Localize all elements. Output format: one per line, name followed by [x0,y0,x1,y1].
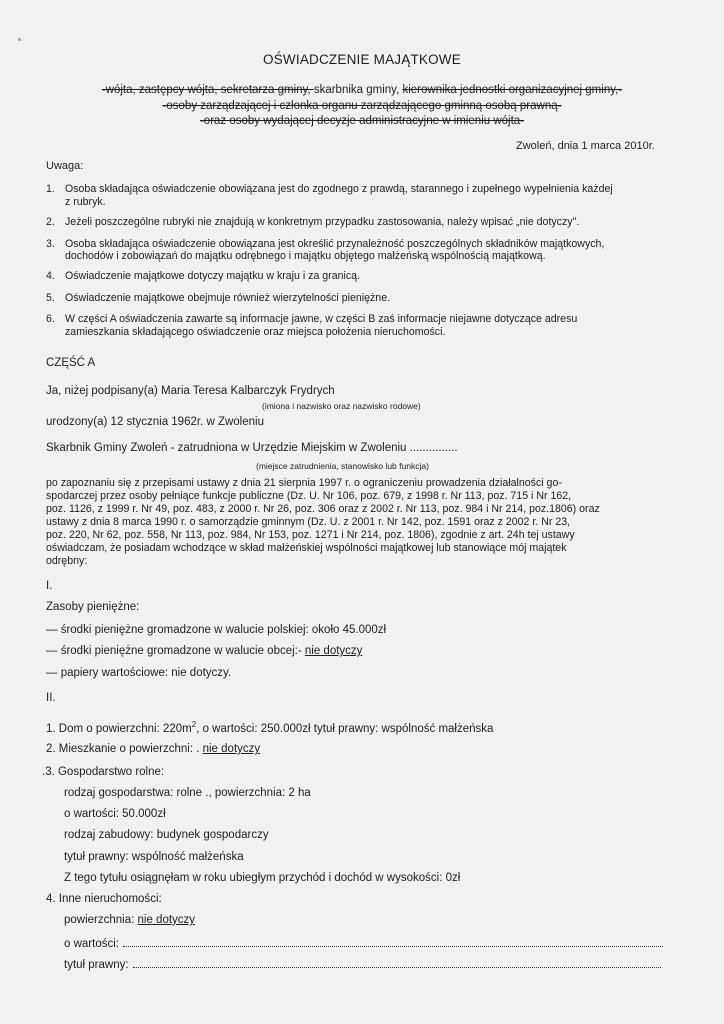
cash-pln-line: — środki pieniężne gromadzone w walucie polskiej: około 45.000zł [46,624,387,636]
house-line [46,720,493,735]
other-area-label: powierzchnia: [64,914,138,926]
declarant-name-caption: (imiona i nazwisko oraz nazwisko rodowe) [262,401,421,411]
declarant-birth-line: urodzony(a) 12 stycznia 1962r. w Zwoleniu [46,416,264,428]
farm-income-line: Z tego tytułu osiągnęłam w roku ubiegłym przychód i dochód w wysokości: 0zł [64,872,461,884]
note-text: Oświadczenie majątkowe dotyczy majątku w kraju i za granicą. [65,270,360,282]
other-title-line [64,957,661,971]
note-text: Jeżeli poszczególne rubryki nie znajdują w konkretnym przypadku zastosowania, należy wpisać „nie dotyczy". [65,216,580,228]
farm-value-line: o wartości: 50.000zł [64,808,166,820]
other-value-line [64,936,663,950]
note-text: Oświadczenie majątkowe obejmuje również wierzytelności pieniężne. [65,292,391,304]
note-number: 6. [46,313,55,325]
subtitle-struck-text: kierownika jednostki organizacyjnej gminy,- [402,84,623,96]
farm-buildings-line: rodzaj zabudowy: budynek gospodarczy [64,829,269,841]
legal-text-line: ustawy z dnia 8 marca 1990 r. o samorządzie gminnym (Dz. U. z 2001 r. Nr 142, poz. 1591 oraz z 2002 r. Nr 23, [46,516,571,528]
cash-foreign-label: — środki pieniężne gromadzone w walucie obcej:- [46,645,305,657]
place-and-date: Zwoleń, dnia 1 marca 2010r. [516,140,655,152]
legal-text-line: poz. 1126, z 1999 r. Nr 49, poz. 483, z 2000 r. Nr 26, poz. 306 oraz z 2002 r. Nr 113, poz. 984 i Nr 214, poz.1806) oraz [46,503,600,515]
legal-text-line: spodarczej przez osoby pełniące funkcje publiczne (Dz. U. Nr 106, poz. 679, z 1998 r. Nr 113, poz. 715 i Nr 162, [46,490,572,502]
legal-text-line: odrębny: [46,555,88,567]
note-text: W części A oświadczenia zawarte są informacje jawne, w części B zaś informacje niejawne dotyczące adresu [65,313,578,325]
house-unit-superscript: 2 [191,720,197,729]
note-number: 1. [46,183,55,195]
section-two-number: II. [46,692,56,704]
legal-text-line: poz. 220, Nr 62, poz. 558, Nr 113, poz. 984, Nr 153, poz. 1271 i Nr 214, poz. 1806), zgodnie z art. 24h tej ustawy [46,529,575,541]
note-number: 4. [46,270,55,282]
farm-heading: .3. Gospodarstwo rolne: [42,766,165,778]
subtitle-line-3: -oraz osoby wydającej decyzje administracyjne w imieniu wójta- [199,115,525,127]
securities-line: — papiery wartościowe: nie dotyczy. [46,667,232,679]
part-a-heading: CZĘŚĆ A [46,357,96,369]
subtitle-struck-text: -wójta, zastępcy wójta, sekretarza gminy, [101,84,314,96]
legal-text-line: po zapoznaniu się z przepisami ustawy z dnia 21 sierpnia 1997 r. o ograniczeniu prowadzenia działalności go- [46,477,562,489]
scan-speck [18,38,21,41]
flat-value: nie dotyczy [202,743,261,755]
legal-text-line: oświadczam, że posiadam wchodzące w skład małżeńskiej wspólności majątkowej lub stanowiące mój majątek [46,542,567,554]
section-one-number: I. [46,580,53,592]
notes-heading: Uwaga: [46,160,84,172]
house-details: , o wartości: 250.000zł tytuł prawny: wspólność małżeńska [196,722,494,735]
note-number: 5. [46,292,55,304]
cash-heading: Zasoby pieniężne: [46,601,140,613]
other-value-label: o wartości: [64,938,119,950]
dotted-fill-line [123,936,663,947]
subtitle-line-1 [0,84,724,96]
other-area-line [64,914,195,926]
note-text: Osoba składająca oświadczenie obowiązana jest określić przynależność poszczególnych składników majątkowych, [65,238,605,250]
note-text: zamieszkania składającego oświadczenie oraz miejsca położenia nieruchomości. [65,326,446,338]
cash-foreign-line [46,645,362,657]
subtitle-line-2: -osoby zarządzającej i członka organu zarządzającego gminną osobą prawną- [162,100,562,112]
note-number: 2. [46,216,55,228]
other-property-heading: 4. Inne nieruchomości: [46,893,162,905]
note-text: z rubryk. [65,196,106,208]
farm-type-line: rodzaj gospodarstwa: rolne ., powierzchnia: 2 ha [64,787,311,799]
document-title: OŚWIADCZENIE MAJĄTKOWE [263,52,461,67]
flat-line [46,743,260,755]
farm-title-line: tytuł prawny: wspólność małżeńska [64,851,244,863]
house-label: 1. Dom o powierzchni: 220m [46,722,192,735]
note-number: 3. [46,238,55,250]
note-text: dochodów i zobowiązań do majątku odrębnego i majątku objętego małżeńską wspólnością majątkową. [65,250,546,262]
dotted-fill-line [133,957,661,968]
flat-label: 2. Mieszkanie o powierzchni: . [46,743,200,755]
other-title-label: tytuł prawny: [64,959,129,971]
other-area-value: nie dotyczy [137,914,196,926]
declarant-employment-line: Skarbnik Gminy Zwoleń - zatrudniona w Urzędzie Miejskim w Zwoleniu ............... [46,442,458,454]
cash-foreign-value: nie dotyczy [304,645,363,657]
note-text: Osoba składająca oświadczenie obowiązana jest do zgodnego z prawdą, starannego i zupełnego wypełnienia każdej [65,183,613,195]
subtitle-kept-text: skarbnika gminy, [313,84,403,96]
declarant-employment-caption: (miejsce zatrudnienia, stanowisko lub funkcja) [256,461,429,471]
declarant-name-line: Ja, niżej podpisany(a) Maria Teresa Kalbarczyk Frydrych [46,385,335,397]
